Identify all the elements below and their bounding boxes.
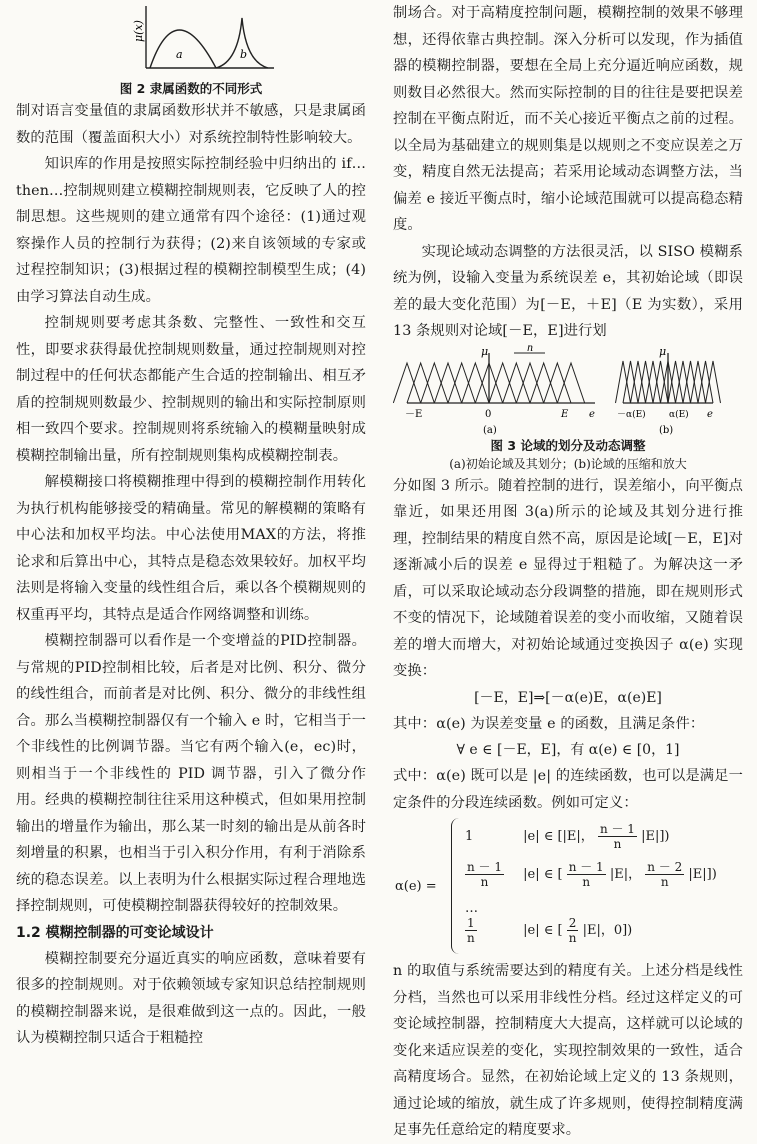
fig3b-axis-e: e <box>707 408 713 420</box>
fig3b-membership-triangle <box>623 361 638 403</box>
paragraph-membership-continued: 制对语言变量值的隶属函数形状并不敏感，只是隶属函数的范围（覆盖面积大小）对系统控制特性影响较大。 <box>16 103 366 146</box>
row1-value: 1 <box>465 829 474 844</box>
universe-partition-plot <box>393 345 743 437</box>
piecewise-row-2 <box>465 860 717 889</box>
fig3a-membership-triangle <box>489 363 516 403</box>
row1-cond-pre: |e| ∈ [|E|， <box>523 829 594 844</box>
paragraph-knowledge-base: 知识库的作用是按照实际控制经验中归纳出的 if…then…控制规则建立模糊控制规则表，它反映了人的控制思想。这些规则的建立通常有四个途径：(1)通过观察操作人员的控制行为获得；(2)来自该领域的专家或过程控制知识；(3)根据过程的模糊控制模型生成；(4)由学习算法自动生成。 <box>16 156 366 305</box>
fig3b-mu: μ <box>659 344 667 358</box>
paragraph-variable-universe: 模糊控制要充分逼近真实的响应函数，意味着要有很多的控制规则。对于依赖领域专家知识总结控制规则的模糊控制器来说，是很难做到这一点的。因此，一般认为模糊控制只适合于粗糙控 <box>16 950 366 1046</box>
paragraph-formula-intro: 式中：α(e) 既可以是 |e| 的连续函数，也可以是满足一定条件的分段连续函数。例如可定义： <box>393 768 743 811</box>
row3-num: 1 <box>465 916 477 931</box>
piecewise-brace <box>451 818 462 954</box>
row2-frac-b <box>645 860 684 889</box>
row1-frac <box>598 822 637 851</box>
fig3b-membership-triangle <box>698 361 713 403</box>
row1-cond-post: |E|]) <box>641 829 670 844</box>
fig2-label-b: b <box>240 48 248 61</box>
fig2-label-a: a <box>176 48 183 61</box>
curve-a <box>150 30 216 68</box>
row2-num: n － 1 <box>467 860 502 874</box>
fig3b-tick-neg-alpha: －α(E) <box>617 409 646 420</box>
row2-cond-post: |E|]) <box>688 867 717 882</box>
fig3a-tick-neg-e: －E <box>405 408 423 420</box>
row2-a-den: n <box>582 875 591 889</box>
fig3a-membership-triangle <box>434 363 461 403</box>
row3-b-num: 2 <box>567 916 579 931</box>
fig3b-membership-triangle <box>653 361 668 403</box>
fig3b-membership-triangle <box>683 361 698 403</box>
figure-3 <box>393 345 743 437</box>
figure-3-subcaption: (a)初始论域及其划分；(b)论域的压缩和放大 <box>449 456 687 471</box>
fig3a-membership-triangle <box>503 363 530 403</box>
left-column <box>16 0 366 1052</box>
paragraph-control-rules: 控制规则要考虑其条数、完整性、一致性和交互性，即要求获得最优控制规则数量，通过控制规则对控制过程中的任何状态都能产生合适的控制输出、相互矛盾的控制规则数最少、控制规则的输出和实际控制原则相一致四个要求。控制规则将系统输入的模糊量映射成模糊控制输出量，所有控制规则集构成模糊控制表。 <box>16 315 366 464</box>
fig3b-membership-triangle <box>668 361 683 403</box>
paragraph-siso-example: 实现论域动态调整的方法很灵活，以 SISO 模糊系统为例，设输入变量为系统误差 e，其初始论域（即误差的最大变化范围）为[－E，＋E]（E 为实数），采用 13 条规则对论域[－E，E]进行划 <box>393 243 743 339</box>
fig3a-axis-e: e <box>589 408 595 420</box>
row2-mid: |E|， <box>609 867 642 882</box>
fig3-sublabel-b: (b) <box>659 424 674 436</box>
row3-frac-b <box>567 916 579 945</box>
fig3a-membership-triangle <box>448 363 475 403</box>
paragraph-final: n 的取值与系统需要达到的精度有关。上述分档是线性分档，当然也可以采用非线性分档。经过这样定义的可变论域控制器，控制精度大大提高，这样就可以论域的变化来适应误差的变化，实现控制效果的一致性，适合高精度场合。显然，在初始论域上定义的 13 条规则，通过论域的缩放，就生成了许多规则，使得控制精度满足事先任意给定的精度要求。 <box>393 963 743 1138</box>
fig3a-membership-triangle <box>516 363 543 403</box>
row2-frac <box>465 860 504 889</box>
fig3b-tick-alpha: α(E) <box>669 409 689 420</box>
fig3a-mu: μ <box>481 344 489 358</box>
fig3b-membership-triangle <box>691 361 706 403</box>
row2-b-num: n － 2 <box>647 860 683 874</box>
fig3b-membership-triangle <box>706 361 721 403</box>
row3-cond-pre: |e| ∈ [ <box>523 923 563 938</box>
piecewise-row-3 <box>465 916 632 945</box>
fig3a-membership-triangle <box>421 363 448 403</box>
fig3-sublabel-a: (a) <box>483 424 497 436</box>
fig3a-membership-triangle <box>393 363 420 403</box>
fig3a-membership-triangle <box>544 363 571 403</box>
fig3b-membership-triangle <box>631 361 646 403</box>
paragraph-after-figure3: 分如图 3 所示。随着控制的进行，误差缩小，向平衡点靠近，如果还用图 3(a)所示的论域及其划分进行推理，控制结果的精度自然不高，原因是论域[－E，E]对逐渐减小后的误差 e 显得过于粗糙了。为解决这一矛盾，可以采取论域动态分段调整的措施，即在规则形式不变的情况下，论域随着误差的变小而收缩，又随着误差的增大而增大，对初始论域通过变换因子 α(e) 实现变换： <box>393 477 743 679</box>
piecewise-row-1 <box>465 822 670 851</box>
piecewise-dots: … <box>465 901 478 916</box>
fig3a-membership-triangle <box>530 363 557 403</box>
fig3b-membership-triangle <box>676 361 691 403</box>
row3-den: n <box>467 931 475 945</box>
fig3a-tick-e: E <box>561 408 569 420</box>
row2-a-num: n － 1 <box>568 860 604 874</box>
row1-frac-num: n － 1 <box>599 822 635 836</box>
fig3a-membership-triangle <box>557 363 584 403</box>
figure-2-caption: 图 2 隶属函数的不同形式 <box>119 81 263 96</box>
fig3a-h: h <box>527 344 534 354</box>
row2-b-den: n <box>660 875 669 889</box>
row3-b-den: n <box>568 931 577 945</box>
fig3a-membership-triangle <box>407 363 434 403</box>
paragraph-defuzzification: 解模糊接口将模糊推理中得到的模糊控制作用转化为执行机构能够接受的精确量。常见的解模糊的策略有中心法和加权平均法。中心法使用MAX的方法，将推论求和后算出中心，其特点是稳态效果较好。加权平均法则是将输入变量的线性组合后，乘以各个模糊规则的权重再平均，其特点是适合作网络调整和训练。 <box>16 474 366 623</box>
membership-function-plot <box>16 0 366 80</box>
row3-cond-post: |E|，0]) <box>582 923 633 938</box>
row2-frac-a <box>567 860 606 889</box>
piecewise-lhs: α(e) = <box>395 879 437 894</box>
paragraph-where: 其中：α(e) 为误差变量 e 的函数，且满足条件： <box>393 715 705 732</box>
row1-frac-den: n <box>613 837 622 851</box>
fig3b-membership-triangle <box>638 361 653 403</box>
figure-2 <box>16 0 366 80</box>
fig3-panel-a <box>393 345 595 436</box>
equation-transform: [－E，E]⇒[－α(e)E，α(e)E] <box>474 689 662 706</box>
fig2-ylabel: μ(x) <box>132 20 145 42</box>
fig3a-membership-triangle <box>462 363 489 403</box>
fig3a-tick-zero: 0 <box>485 408 492 420</box>
figure-3-caption: 图 3 论域的划分及动态调整 <box>490 437 646 453</box>
fig3b-membership-triangle <box>616 361 631 403</box>
section-heading: 1.2 模糊控制器的可变论域设计 <box>16 924 214 941</box>
equation-condition: ∀ e ∈ [－E，E]，有 α(e) ∈ [0，1] <box>456 742 680 758</box>
row2-den: n <box>480 875 489 889</box>
piecewise-formula <box>393 816 743 958</box>
paragraph-rough-control-continued: 制场合。对于高精度控制问题，模糊控制的效果不够理想，还得依靠古典控制。深入分析可以发现，作为插值器的模糊控制器，要想在全局上充分逼近响应函数，规则数目必然很大。然而实际控制的目的往往是要把误差控制在平衡点附近，而不关心接近平衡点之前的过程。以全局为基础建立的规则集是以规则之不变应误差之万变，精度自然无法提高；若采用论域动态调整方法，当偏差 e 接近平衡点时，缩小论域范围就可以提高稳态精度。 <box>393 5 743 233</box>
paragraph-pid-comparison: 模糊控制器可以看作是一个变增益的PID控制器。与常规的PID控制相比较，后者是对比例、积分、微分的线性组合，而前者是对比例、积分、微分的非线性组合。那么当模糊控制器仅有一个输入 e 时，它相当于一个非线性的比例调节器。当它有两个输入(e，ec)时，则相当于一个非线性的 PID 调节器，引入了微分作用。经典的模糊控制往往采用这种模式，但如果用控制输出的增量作为输出，那么某一时刻的输出是从前各时刻增量的积累，也相当于引入积分作用，有利于消除系统的稳态误差。以上表明为什么根据实际过程合理地选择控制规则，可使模糊控制器获得较好的控制效果。 <box>16 633 366 914</box>
right-column <box>393 0 743 1144</box>
fig3b-membership-triangle <box>646 361 661 403</box>
row2-cond-pre: |e| ∈ [ <box>523 867 563 882</box>
fig3-panel-b <box>616 345 721 436</box>
row3-frac <box>465 916 477 945</box>
